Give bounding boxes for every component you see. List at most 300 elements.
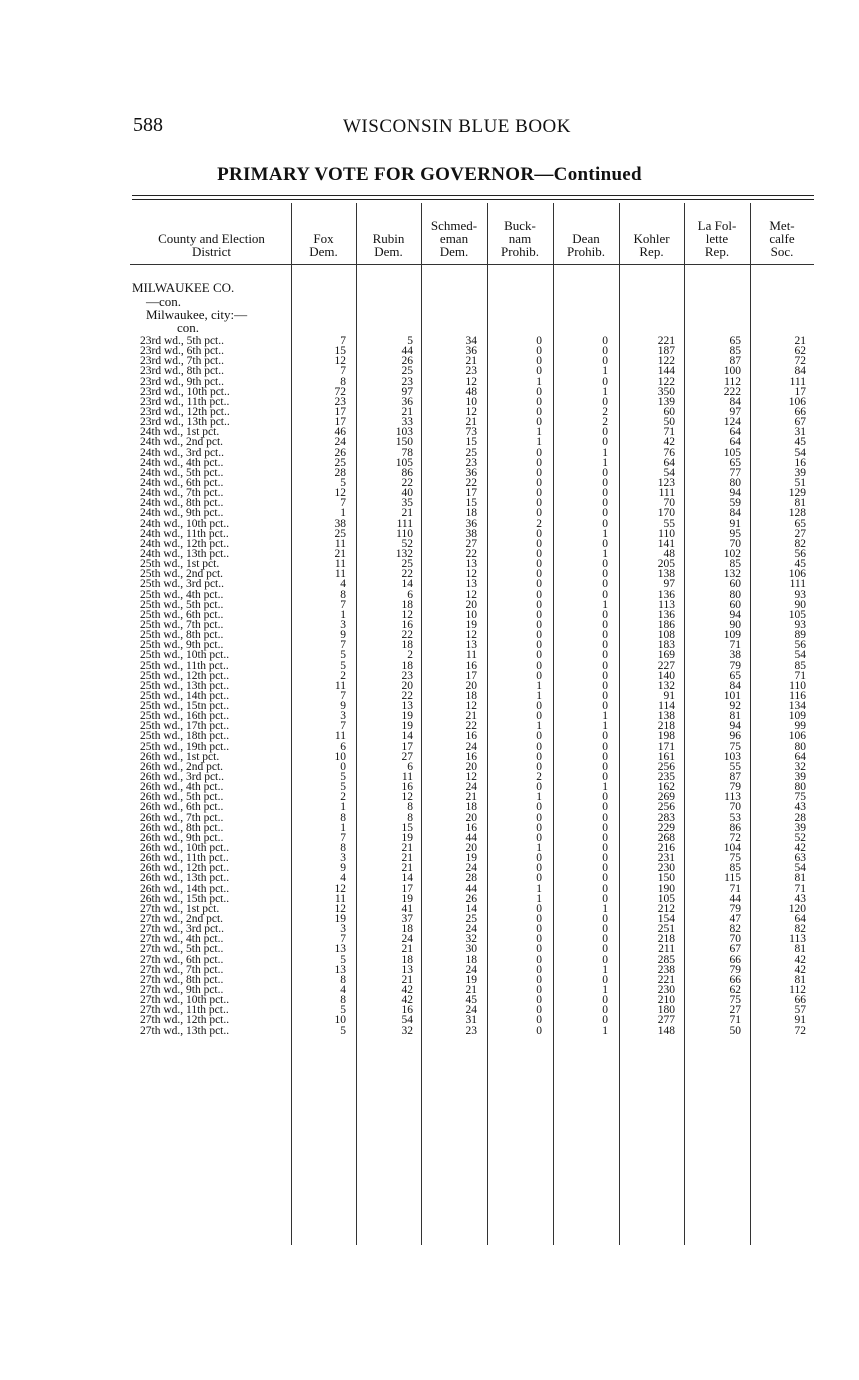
column-header bbox=[291, 232, 356, 258]
vote-cell: 97 bbox=[663, 578, 675, 591]
vote-cell: 1 bbox=[602, 720, 608, 733]
district-cell: 25th wd., 17th pct.. bbox=[140, 720, 230, 733]
vote-cell: 0 bbox=[602, 730, 608, 743]
vote-cell: 54 bbox=[401, 1014, 413, 1027]
vote-cell: 0 bbox=[602, 649, 608, 662]
vote-cell: 19 bbox=[401, 831, 413, 844]
vote-cell: 0 bbox=[602, 700, 608, 713]
vote-cell: 1 bbox=[536, 679, 542, 692]
vote-cell: 0 bbox=[602, 892, 608, 905]
vote-cell: 75 bbox=[729, 740, 741, 753]
vote-cell: 84 bbox=[729, 507, 741, 520]
vote-cell: 150 bbox=[657, 872, 675, 885]
vote-cell: 138 bbox=[657, 710, 675, 723]
vote-cell: 0 bbox=[536, 649, 542, 662]
vote-cell: 11 bbox=[334, 892, 346, 905]
column-header-line: Dem. bbox=[309, 244, 338, 259]
vote-cell: 0 bbox=[602, 811, 608, 824]
vote-cell: 24 bbox=[465, 1004, 477, 1017]
vote-cell: 82 bbox=[794, 537, 806, 550]
vote-cell: 0 bbox=[602, 618, 608, 631]
vote-cell: 2 bbox=[536, 771, 542, 784]
vote-cell: 283 bbox=[657, 811, 675, 824]
header-rule bbox=[130, 264, 814, 265]
vote-cell: 64 bbox=[729, 436, 741, 449]
vote-cell: 24 bbox=[465, 740, 477, 753]
vote-cell: 65 bbox=[729, 669, 741, 682]
vote-cell: 71 bbox=[794, 882, 806, 895]
vote-cell: 67 bbox=[794, 416, 806, 429]
vote-cell: 1 bbox=[536, 689, 542, 702]
vote-cell: 0 bbox=[602, 507, 608, 520]
vote-cell: 0 bbox=[602, 476, 608, 489]
column-header-line: lette bbox=[705, 231, 729, 246]
vote-cell: 18 bbox=[465, 689, 477, 702]
vote-cell: 0 bbox=[602, 487, 608, 500]
vote-cell: 21 bbox=[465, 710, 477, 723]
vote-cell: 21 bbox=[401, 852, 413, 865]
vote-cell: 25 bbox=[465, 913, 477, 926]
vote-cell: 12 bbox=[334, 882, 346, 895]
district-cell: 23rd wd., 13th pct.. bbox=[140, 416, 230, 429]
district-cell: 27th wd., 13th pct.. bbox=[140, 1024, 230, 1037]
vote-cell: 221 bbox=[657, 335, 675, 347]
vote-cell: 0 bbox=[536, 953, 542, 966]
vote-cell: 12 bbox=[334, 902, 346, 915]
vote-cell: 21 bbox=[465, 984, 477, 996]
vote-cell: 12 bbox=[465, 588, 477, 601]
district-cell: 24th wd., 13th pct.. bbox=[140, 547, 230, 560]
vote-cell: 9 bbox=[340, 700, 346, 713]
vote-cell: 17 bbox=[334, 405, 346, 418]
vote-cell: 60 bbox=[729, 598, 741, 611]
vote-cell: 27 bbox=[729, 1004, 741, 1017]
column-header-line: Buck- bbox=[504, 218, 536, 233]
column-header-line: Met- bbox=[769, 218, 795, 233]
vote-cell: 71 bbox=[663, 426, 675, 439]
vote-cell: 12 bbox=[401, 608, 413, 621]
vote-cell: 7 bbox=[340, 720, 346, 733]
vote-cell: 0 bbox=[536, 476, 542, 489]
vote-cell: 0 bbox=[536, 507, 542, 520]
vote-cell: 80 bbox=[729, 476, 741, 489]
vote-cell: 24 bbox=[465, 781, 477, 794]
vote-cell: 99 bbox=[794, 720, 806, 733]
vote-cell: 15 bbox=[465, 436, 477, 449]
vote-cell: 65 bbox=[794, 517, 806, 530]
vote-cell: 124 bbox=[723, 416, 741, 429]
vote-cell: 136 bbox=[657, 608, 675, 621]
vote-cell: 0 bbox=[602, 466, 608, 479]
vote-cell: 18 bbox=[401, 659, 413, 672]
vote-cell: 170 bbox=[657, 507, 675, 520]
vote-cell: 17 bbox=[334, 416, 346, 429]
vote-cell: 8 bbox=[340, 994, 346, 1007]
vote-cell: 16 bbox=[794, 456, 806, 469]
vote-cell: 0 bbox=[602, 537, 608, 550]
vote-cell: 15 bbox=[334, 345, 346, 358]
vote-cell: 5 bbox=[340, 771, 346, 784]
vote-cell: 16 bbox=[465, 821, 477, 834]
column-header-line: Schmed- bbox=[430, 218, 478, 233]
vote-cell: 106 bbox=[788, 568, 806, 581]
vote-cell: 7 bbox=[340, 335, 346, 347]
vote-cell: 212 bbox=[657, 902, 675, 915]
district-cell: 23rd wd., 9th pct.. bbox=[140, 375, 225, 388]
vote-cell: 21 bbox=[465, 791, 477, 804]
vote-cell: 76 bbox=[663, 446, 675, 459]
vote-cell: 62 bbox=[794, 345, 806, 358]
vote-cell: 25 bbox=[401, 558, 413, 571]
vote-cell: 13 bbox=[465, 558, 477, 571]
vote-cell: 26 bbox=[465, 892, 477, 905]
vote-cell: 24 bbox=[465, 963, 477, 976]
vote-cell: 17 bbox=[401, 882, 413, 895]
vote-cell: 30 bbox=[465, 943, 477, 956]
vote-cell: 7 bbox=[340, 933, 346, 946]
vote-cell: 70 bbox=[729, 801, 741, 814]
vote-cell: 21 bbox=[401, 405, 413, 418]
vote-cell: 59 bbox=[729, 497, 741, 510]
vote-cell: 42 bbox=[663, 436, 675, 449]
vote-cell: 186 bbox=[657, 618, 675, 631]
vote-cell: 0 bbox=[602, 497, 608, 510]
vote-cell: 60 bbox=[663, 405, 675, 418]
vote-cell: 102 bbox=[723, 547, 741, 560]
vote-cell: 0 bbox=[536, 963, 542, 976]
vote-cell: 79 bbox=[729, 781, 741, 794]
vote-cell: 1 bbox=[602, 902, 608, 915]
column-header bbox=[750, 219, 814, 258]
vote-cell: 11 bbox=[401, 771, 413, 784]
district-cell: 23rd wd., 12th pct.. bbox=[140, 405, 230, 418]
vote-cell: 0 bbox=[602, 588, 608, 601]
vote-cell: 3 bbox=[340, 923, 346, 936]
table-row bbox=[0, 650, 859, 660]
vote-cell: 0 bbox=[602, 973, 608, 986]
vote-cell: 32 bbox=[465, 933, 477, 946]
vote-cell: 53 bbox=[729, 811, 741, 824]
district-cell: 24th wd., 9th pct.. bbox=[140, 507, 224, 520]
vote-cell: 93 bbox=[794, 588, 806, 601]
vote-cell: 169 bbox=[657, 649, 675, 662]
vote-cell: 0 bbox=[536, 700, 542, 713]
vote-cell: 0 bbox=[536, 365, 542, 378]
vote-cell: 106 bbox=[788, 730, 806, 743]
vote-cell: 0 bbox=[536, 994, 542, 1007]
vote-cell: 229 bbox=[657, 821, 675, 834]
vote-cell: 82 bbox=[729, 923, 741, 936]
vote-cell: 2 bbox=[602, 405, 608, 418]
vote-cell: 11 bbox=[334, 558, 346, 571]
vote-cell: 0 bbox=[536, 750, 542, 763]
vote-cell: 95 bbox=[729, 527, 741, 540]
vote-cell: 31 bbox=[465, 1014, 477, 1027]
vote-cell: 33 bbox=[401, 416, 413, 429]
vote-cell: 14 bbox=[401, 578, 413, 591]
vote-cell: 23 bbox=[465, 1024, 477, 1037]
vote-cell: 39 bbox=[794, 821, 806, 834]
column-header bbox=[132, 232, 291, 258]
vote-cell: 0 bbox=[536, 385, 542, 398]
column-header-line: Dem. bbox=[374, 244, 403, 259]
vote-cell: 120 bbox=[788, 902, 806, 915]
district-cell: 25th wd., 12th pct.. bbox=[140, 669, 230, 682]
district-cell: 25th wd., 3rd pct.. bbox=[140, 578, 225, 591]
vote-cell: 78 bbox=[401, 446, 413, 459]
vote-cell: 12 bbox=[334, 487, 346, 500]
vote-cell: 123 bbox=[657, 476, 675, 489]
vote-cell: 44 bbox=[465, 831, 477, 844]
vote-cell: 0 bbox=[536, 933, 542, 946]
vote-cell: 162 bbox=[657, 781, 675, 794]
vote-cell: 70 bbox=[729, 933, 741, 946]
vote-cell: 16 bbox=[401, 781, 413, 794]
vote-cell: 0 bbox=[602, 578, 608, 591]
vote-cell: 8 bbox=[407, 811, 413, 824]
vote-cell: 19 bbox=[401, 720, 413, 733]
vote-cell: 0 bbox=[536, 1004, 542, 1017]
vote-cell: 21 bbox=[401, 943, 413, 956]
vote-cell: 0 bbox=[536, 629, 542, 642]
vote-cell: 54 bbox=[794, 649, 806, 662]
top-rule bbox=[132, 195, 814, 196]
vote-cell: 0 bbox=[536, 740, 542, 753]
vote-cell: 21 bbox=[465, 355, 477, 368]
vote-cell: 21 bbox=[794, 335, 806, 347]
vote-cell: 0 bbox=[536, 588, 542, 601]
vote-cell: 48 bbox=[465, 385, 477, 398]
vote-cell: 134 bbox=[788, 700, 806, 713]
vote-cell: 5 bbox=[340, 659, 346, 672]
vote-cell: 0 bbox=[536, 1024, 542, 1037]
vote-cell: 251 bbox=[657, 923, 675, 936]
vote-cell: 238 bbox=[657, 963, 675, 976]
vote-cell: 6 bbox=[407, 588, 413, 601]
county-label: MILWAUKEE CO. bbox=[132, 280, 235, 295]
vote-cell: 0 bbox=[536, 345, 542, 358]
top-rule-double bbox=[132, 199, 814, 200]
vote-cell: 13 bbox=[465, 639, 477, 652]
vote-cell: 1 bbox=[602, 385, 608, 398]
vote-cell: 0 bbox=[602, 436, 608, 449]
vote-cell: 122 bbox=[657, 355, 675, 368]
district-cell: 25th wd., 7th pct.. bbox=[140, 618, 224, 631]
vote-cell: 56 bbox=[794, 547, 806, 560]
district-cell: 26th wd., 3rd pct.. bbox=[140, 771, 225, 784]
district-cell: 24th wd., 8th pct.. bbox=[140, 497, 224, 510]
vote-cell: 256 bbox=[657, 801, 675, 814]
column-header-line: Soc. bbox=[770, 244, 794, 259]
district-cell: 26th wd., 5th pct.. bbox=[140, 791, 224, 804]
vote-cell: 230 bbox=[657, 862, 675, 875]
vote-cell: 81 bbox=[794, 872, 806, 885]
district-cell: 25th wd., 18th pct.. bbox=[140, 730, 230, 743]
vote-cell: 80 bbox=[729, 588, 741, 601]
vote-cell: 41 bbox=[401, 902, 413, 915]
vote-cell: 1 bbox=[536, 375, 542, 388]
vote-cell: 72 bbox=[729, 831, 741, 844]
vote-cell: 230 bbox=[657, 984, 675, 996]
vote-cell: 0 bbox=[536, 598, 542, 611]
vote-cell: 24 bbox=[334, 436, 346, 449]
vote-cell: 104 bbox=[723, 842, 741, 855]
vote-cell: 65 bbox=[729, 456, 741, 469]
vote-cell: 2 bbox=[602, 416, 608, 429]
district-cell: 24th wd., 2nd pct. bbox=[140, 436, 224, 449]
district-cell: 26th wd., 15th pct.. bbox=[140, 892, 230, 905]
vote-cell: 80 bbox=[794, 740, 806, 753]
district-cell: 24th wd., 12th pct.. bbox=[140, 537, 230, 550]
column-header-line: District bbox=[192, 244, 231, 259]
vote-cell: 129 bbox=[788, 487, 806, 500]
vote-cell: 19 bbox=[334, 913, 346, 926]
vote-cell: 64 bbox=[729, 426, 741, 439]
vote-cell: 0 bbox=[536, 862, 542, 875]
vote-cell: 22 bbox=[401, 476, 413, 489]
column-header-line: Dean bbox=[572, 231, 600, 246]
vote-cell: 180 bbox=[657, 1004, 675, 1017]
vote-cell: 8 bbox=[407, 801, 413, 814]
vote-cell: 0 bbox=[536, 821, 542, 834]
district-cell: 25th wd., 5th pct.. bbox=[140, 598, 224, 611]
vote-cell: 42 bbox=[401, 984, 413, 996]
vote-cell: 103 bbox=[395, 426, 413, 439]
vote-cell: 13 bbox=[334, 963, 346, 976]
vote-cell: 43 bbox=[794, 892, 806, 905]
vote-cell: 21 bbox=[334, 547, 346, 560]
vote-cell: 1 bbox=[536, 892, 542, 905]
vote-cell: 1 bbox=[602, 963, 608, 976]
vote-cell: 132 bbox=[395, 547, 413, 560]
vote-cell: 13 bbox=[401, 700, 413, 713]
vote-cell: 38 bbox=[334, 517, 346, 530]
book-title: WISCONSIN BLUE BOOK bbox=[343, 116, 571, 137]
vote-cell: 24 bbox=[401, 933, 413, 946]
vote-cell: 139 bbox=[657, 395, 675, 408]
vote-cell: 0 bbox=[536, 355, 542, 368]
column-header-line: eman bbox=[439, 231, 469, 246]
vote-cell: 72 bbox=[794, 355, 806, 368]
district-cell: 26th wd., 1st pct. bbox=[140, 750, 220, 763]
vote-cell: 79 bbox=[729, 902, 741, 915]
vote-cell: 51 bbox=[794, 476, 806, 489]
district-cell: 25th wd., 2nd pct. bbox=[140, 568, 224, 581]
district-cell: 23rd wd., 7th pct.. bbox=[140, 355, 225, 368]
vote-cell: 183 bbox=[657, 639, 675, 652]
vote-cell: 47 bbox=[729, 913, 741, 926]
vote-cell: 222 bbox=[723, 385, 741, 398]
vote-cell: 12 bbox=[465, 405, 477, 418]
vote-cell: 19 bbox=[465, 973, 477, 986]
vote-cell: 31 bbox=[794, 426, 806, 439]
vote-cell: 150 bbox=[395, 436, 413, 449]
district-cell: 25th wd., 10th pct.. bbox=[140, 649, 230, 662]
vote-cell: 108 bbox=[657, 629, 675, 642]
vote-cell: 1 bbox=[602, 446, 608, 459]
vote-cell: 64 bbox=[794, 913, 806, 926]
vote-cell: 8 bbox=[340, 375, 346, 388]
vote-cell: 13 bbox=[401, 963, 413, 976]
vote-cell: 0 bbox=[602, 791, 608, 804]
vote-cell: 0 bbox=[602, 639, 608, 652]
vote-cell: 23 bbox=[334, 395, 346, 408]
vote-cell: 16 bbox=[465, 659, 477, 672]
district-cell: 26th wd., 9th pct.. bbox=[140, 831, 224, 844]
vote-cell: 72 bbox=[334, 385, 346, 398]
vote-table-body bbox=[0, 336, 859, 1036]
vote-cell: 0 bbox=[602, 568, 608, 581]
vote-cell: 32 bbox=[794, 760, 806, 773]
vote-cell: 81 bbox=[794, 943, 806, 956]
table-row bbox=[0, 508, 859, 518]
vote-cell: 18 bbox=[465, 953, 477, 966]
vote-cell: 22 bbox=[401, 568, 413, 581]
vote-cell: 82 bbox=[794, 923, 806, 936]
vote-cell: 0 bbox=[536, 527, 542, 540]
vote-cell: 34 bbox=[465, 335, 477, 347]
vote-cell: 16 bbox=[465, 750, 477, 763]
vote-cell: 64 bbox=[663, 456, 675, 469]
vote-cell: 0 bbox=[536, 547, 542, 560]
vote-cell: 154 bbox=[657, 913, 675, 926]
vote-cell: 2 bbox=[536, 517, 542, 530]
vote-cell: 55 bbox=[729, 760, 741, 773]
vote-cell: 1 bbox=[536, 842, 542, 855]
vote-cell: 24 bbox=[465, 862, 477, 875]
vote-cell: 0 bbox=[602, 689, 608, 702]
vote-cell: 111 bbox=[658, 487, 675, 500]
vote-cell: 22 bbox=[465, 476, 477, 489]
district-cell: 25th wd., 16th pct.. bbox=[140, 710, 230, 723]
vote-cell: 25 bbox=[334, 456, 346, 469]
vote-cell: 216 bbox=[657, 842, 675, 855]
column-header-line: Kohler bbox=[633, 231, 670, 246]
district-cell: 27th wd., 8th pct.. bbox=[140, 973, 224, 986]
vote-cell: 84 bbox=[794, 365, 806, 378]
vote-cell: 0 bbox=[536, 760, 542, 773]
vote-cell: 0 bbox=[536, 811, 542, 824]
vote-cell: 12 bbox=[465, 568, 477, 581]
vote-cell: 17 bbox=[465, 669, 477, 682]
vote-cell: 0 bbox=[602, 750, 608, 763]
vote-cell: 0 bbox=[602, 771, 608, 784]
vote-cell: 27 bbox=[401, 750, 413, 763]
vote-cell: 12 bbox=[334, 355, 346, 368]
vote-cell: 46 bbox=[334, 426, 346, 439]
vote-cell: 0 bbox=[536, 405, 542, 418]
vote-cell: 0 bbox=[602, 335, 608, 347]
district-cell: 25th wd., 4th pct.. bbox=[140, 588, 224, 601]
vote-cell: 9 bbox=[340, 629, 346, 642]
vote-cell: 0 bbox=[602, 608, 608, 621]
vote-cell: 94 bbox=[729, 487, 741, 500]
district-cell: 26th wd., 7th pct.. bbox=[140, 811, 224, 824]
district-cell: 27th wd., 11th pct.. bbox=[140, 1004, 229, 1017]
vote-cell: 105 bbox=[788, 608, 806, 621]
vote-cell: 110 bbox=[789, 679, 806, 692]
district-cell: 23rd wd., 10th pct.. bbox=[140, 385, 230, 398]
vote-cell: 235 bbox=[657, 771, 675, 784]
vote-cell: 94 bbox=[729, 608, 741, 621]
column-header bbox=[356, 232, 421, 258]
vote-cell: 22 bbox=[465, 720, 477, 733]
vote-cell: 0 bbox=[602, 558, 608, 571]
vote-cell: 77 bbox=[729, 466, 741, 479]
vote-cell: 0 bbox=[602, 913, 608, 926]
vote-cell: 1 bbox=[602, 781, 608, 794]
district-cell: 26th wd., 6th pct.. bbox=[140, 801, 224, 814]
